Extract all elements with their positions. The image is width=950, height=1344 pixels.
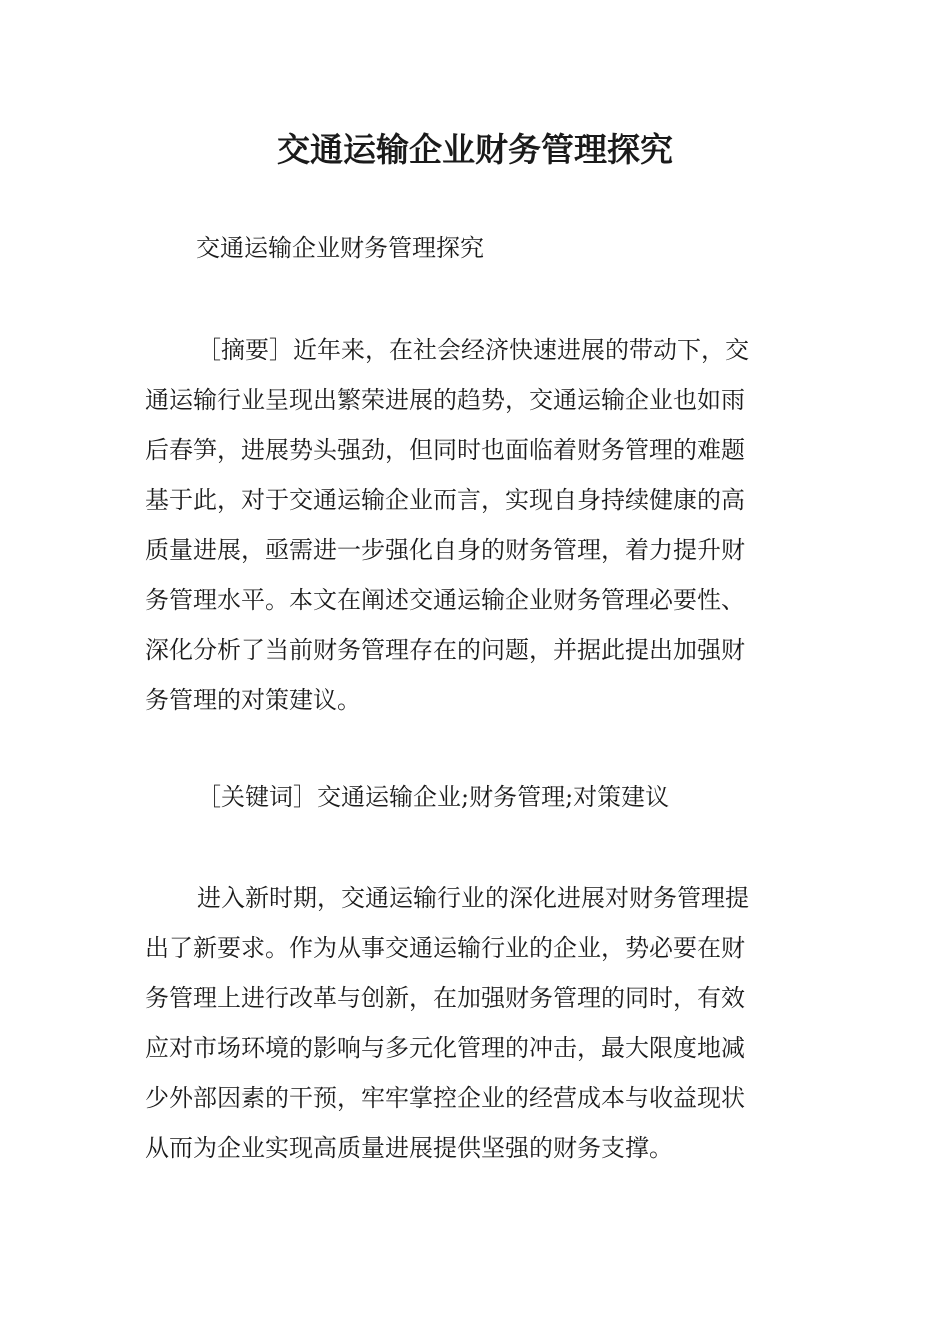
abstract-line: ［摘要］近年来，在社会经济快速进展的带动下，交 <box>197 336 749 364</box>
body-line: 少外部因素的干预，牢牢掌控企业的经营成本与收益现状 <box>145 1084 745 1112</box>
document-subtitle: 交通运输企业财务管理探究 <box>196 234 484 262</box>
body-line: 出了新要求。作为从事交通运输行业的企业，势必要在财 <box>145 934 745 962</box>
body-line: 进入新时期，交通运输行业的深化进展对财务管理提 <box>197 884 749 912</box>
abstract-line: 务管理水平。本文在阐述交通运输企业财务管理必要性、 <box>145 586 745 614</box>
body-paragraph <box>145 873 805 1173</box>
keywords-line: ［关键词］交通运输企业;财务管理;对策建议 <box>197 783 670 811</box>
abstract-line: 通运输行业呈现出繁荣进展的趋势，交通运输企业也如雨 <box>145 386 745 414</box>
body-line: 应对市场环境的影响与多元化管理的冲击，最大限度地减 <box>145 1034 745 1062</box>
abstract-line: 基于此，对于交通运输企业而言，实现自身持续健康的高 <box>145 486 745 514</box>
abstract-line: 质量进展，亟需进一步强化自身的财务管理，着力提升财 <box>145 536 745 564</box>
body-line: 务管理上进行改革与创新，在加强财务管理的同时，有效 <box>145 984 745 1012</box>
abstract-line: 深化分析了当前财务管理存在的问题，并据此提出加强财 <box>145 636 745 664</box>
abstract-line: 后春笋，进展势头强劲，但同时也面临着财务管理的难题 <box>145 436 745 464</box>
abstract-line: 务管理的对策建议。 <box>145 686 361 714</box>
document-title: 交通运输企业财务管理探究 <box>277 130 673 169</box>
body-line: 从而为企业实现高质量进展提供坚强的财务支撑。 <box>145 1134 673 1162</box>
abstract-paragraph <box>145 325 805 725</box>
